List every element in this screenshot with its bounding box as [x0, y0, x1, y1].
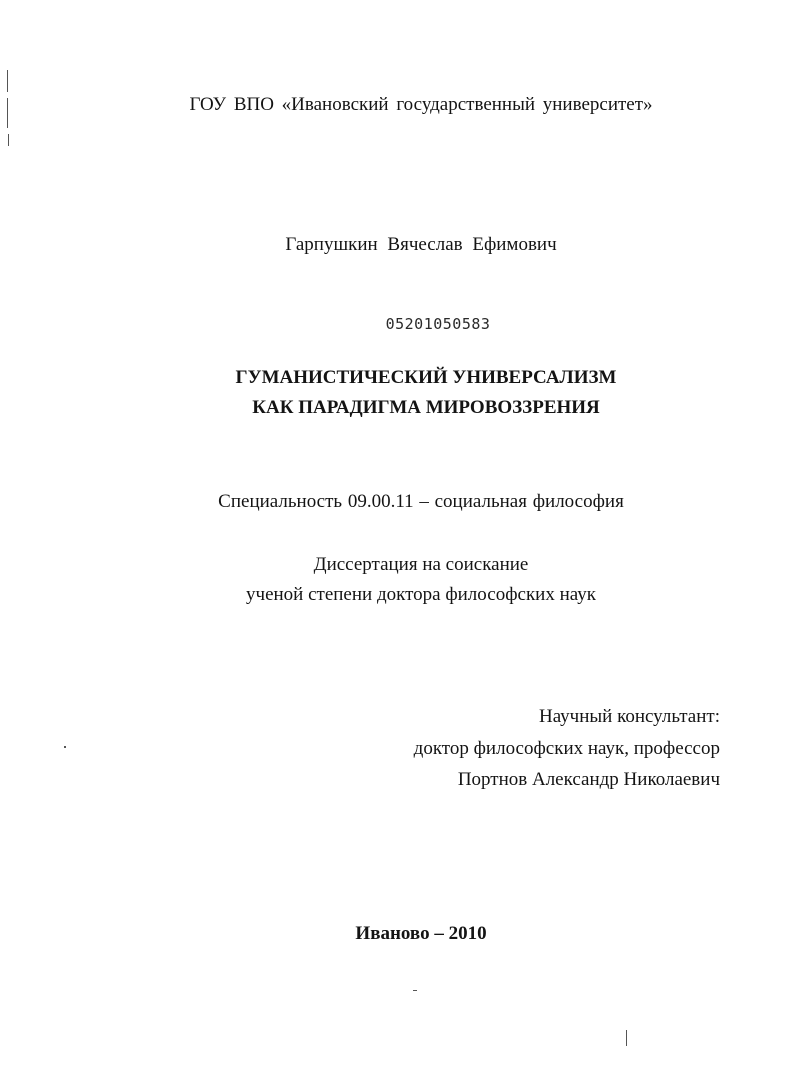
- city-year: Иваново – 2010: [355, 923, 487, 944]
- dissertation-title-line-2: КАК ПАРАДИГМА МИРОВОЗЗРЕНИЯ: [252, 397, 600, 418]
- degree-line-2: ученой степени доктора философских наук: [246, 584, 596, 605]
- scan-artifact-dot: [64, 746, 66, 748]
- library-stamp-code: 05201050583: [385, 315, 491, 333]
- institution-name: ГОУ ВПО «Ивановский государственный университет»: [189, 94, 653, 115]
- dissertation-title-line-1: ГУМАНИСТИЧЕСКИЙ УНИВЕРСАЛИЗМ: [235, 367, 617, 388]
- scan-artifact-dash: [413, 990, 417, 991]
- specialty: Специальность 09.00.11 – социальная философия: [218, 491, 624, 512]
- consultant-title: доктор философских наук, профессор: [413, 738, 720, 759]
- consultant-label: Научный консультант:: [538, 706, 720, 727]
- author-name: Гарпушкин Вячеслав Ефимович: [285, 234, 557, 255]
- scan-artifact-left-margin-2: [7, 98, 8, 128]
- degree-line-1: Диссертация на соискание: [313, 554, 529, 575]
- scan-artifact-left-margin-3: [8, 134, 9, 146]
- consultant-name: Портнов Александр Николаевич: [457, 769, 720, 790]
- scan-artifact-bracket: [626, 1030, 627, 1046]
- scan-artifact-left-margin: [7, 70, 8, 92]
